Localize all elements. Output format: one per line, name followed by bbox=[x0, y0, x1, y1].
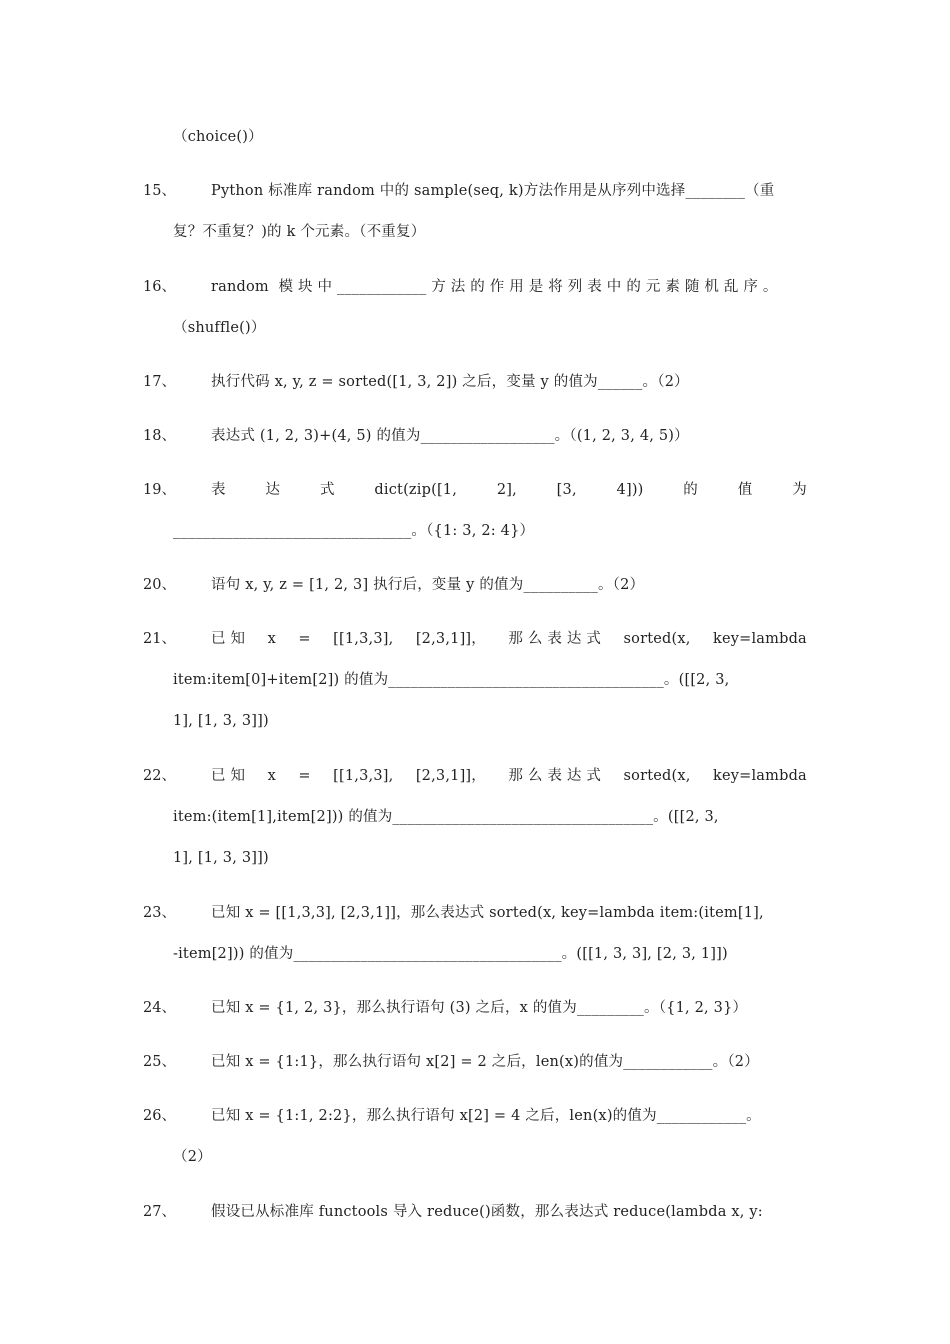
question-text: random 模 块 中 ____________ 方 法 的 作 用 是 将 列 表 中 的 元 素 随 机 乱 序 。 bbox=[211, 279, 778, 295]
answer-line: （2） bbox=[173, 1149, 212, 1165]
word: 达 bbox=[265, 482, 281, 498]
question-number: 22、 bbox=[143, 768, 176, 784]
question-number: 19、 bbox=[143, 482, 176, 498]
word: 4])) bbox=[616, 482, 644, 498]
question-text: 假设已从标准库 functools 导入 reduce()函数，那么表达式 reduce(lambda x, y: bbox=[211, 1204, 763, 1220]
word: 式 bbox=[319, 482, 335, 498]
question-number: 16、 bbox=[143, 279, 176, 295]
question-number: 24、 bbox=[143, 1000, 176, 1016]
word: 的 bbox=[683, 482, 698, 498]
question-text: 已知 x = {1:1, 2:2}，那么执行语句 x[2] = 4 之后，len(x)的值为____________。 bbox=[211, 1108, 761, 1124]
word: [[1,3,3], bbox=[333, 631, 394, 647]
word: [3, bbox=[556, 482, 577, 498]
question-number: 26、 bbox=[143, 1108, 176, 1124]
word: [2,3,1]]， bbox=[415, 768, 486, 784]
answer-line: 1], [1, 3, 3]]) bbox=[173, 850, 269, 866]
answer-line: ________________________________。（{1: 3, 2: 4}） bbox=[173, 523, 535, 539]
question-text bbox=[211, 766, 807, 786]
word: sorted(x, bbox=[623, 631, 691, 647]
word: 表 bbox=[211, 482, 226, 498]
question-number: 23、 bbox=[143, 905, 176, 921]
question-number: 21、 bbox=[143, 631, 176, 647]
question-text: 语句 x, y, z = [1, 2, 3] 执行后，变量 y 的值为__________。（2） bbox=[211, 577, 645, 593]
word: [[1,3,3], bbox=[333, 768, 394, 784]
word: key=lambda bbox=[712, 631, 807, 647]
word: sorted(x, bbox=[623, 768, 691, 784]
answer-line: （choice()） bbox=[173, 129, 263, 145]
question-text: 表达式 (1, 2, 3)+(4, 5) 的值为__________________。（(1, 2, 3, 4, 5)） bbox=[211, 428, 689, 444]
word: x bbox=[267, 631, 276, 647]
question-continuation: item:item[0]+item[2]) 的值为_____________________________________。([[2, 3, bbox=[173, 672, 730, 688]
word: x bbox=[267, 768, 276, 784]
question-text: 已知 x = {1, 2, 3}，那么执行语句 (3) 之后，x 的值为_________。（{1, 2, 3}） bbox=[211, 1000, 748, 1016]
question-text bbox=[211, 629, 807, 649]
word: = bbox=[298, 631, 311, 647]
question-text bbox=[211, 480, 807, 500]
word: [2,3,1]]， bbox=[415, 631, 486, 647]
word: 已 知 bbox=[211, 768, 246, 784]
word: = bbox=[298, 768, 311, 784]
word: 为 bbox=[792, 482, 807, 498]
question-number: 17、 bbox=[143, 374, 176, 390]
question-text: Python 标准库 random 中的 sample(seq, k)方法作用是从序列中选择________（重 bbox=[211, 183, 775, 199]
word: 已 知 bbox=[211, 631, 246, 647]
question-text: 已知 x = {1:1}，那么执行语句 x[2] = 2 之后，len(x)的值为____________。（2） bbox=[211, 1054, 759, 1070]
answer-line: 1], [1, 3, 3]]) bbox=[173, 713, 269, 729]
answer-line: （shuffle()） bbox=[173, 320, 266, 336]
question-text: 执行代码 x, y, z = sorted([1, 3, 2]) 之后，变量 y 的值为______。（2） bbox=[211, 374, 689, 390]
word: dict(zip([1, bbox=[374, 482, 458, 498]
question-number: 20、 bbox=[143, 577, 176, 593]
question-continuation: -item[2])) 的值为____________________________________。([[1, 3, 3], [2, 3, 1]]) bbox=[173, 946, 728, 962]
question-text: 已知 x = [[1,3,3], [2,3,1]]，那么表达式 sorted(x, key=lambda item:(item[1], bbox=[211, 905, 764, 921]
question-number: 15、 bbox=[143, 183, 176, 199]
word: 2], bbox=[496, 482, 517, 498]
question-continuation: item:(item[1],item[2])) 的值为___________________________________。([[2, 3, bbox=[173, 809, 719, 825]
word: 那 么 表 达 式 bbox=[508, 631, 602, 647]
question-continuation: 复？不重复？)的 k 个元素。（不重复） bbox=[173, 224, 426, 240]
question-number: 18、 bbox=[143, 428, 176, 444]
word: 那 么 表 达 式 bbox=[508, 768, 602, 784]
word: key=lambda bbox=[712, 768, 807, 784]
question-number: 27、 bbox=[143, 1204, 176, 1220]
word: 值 bbox=[737, 482, 753, 498]
question-number: 25、 bbox=[143, 1054, 176, 1070]
